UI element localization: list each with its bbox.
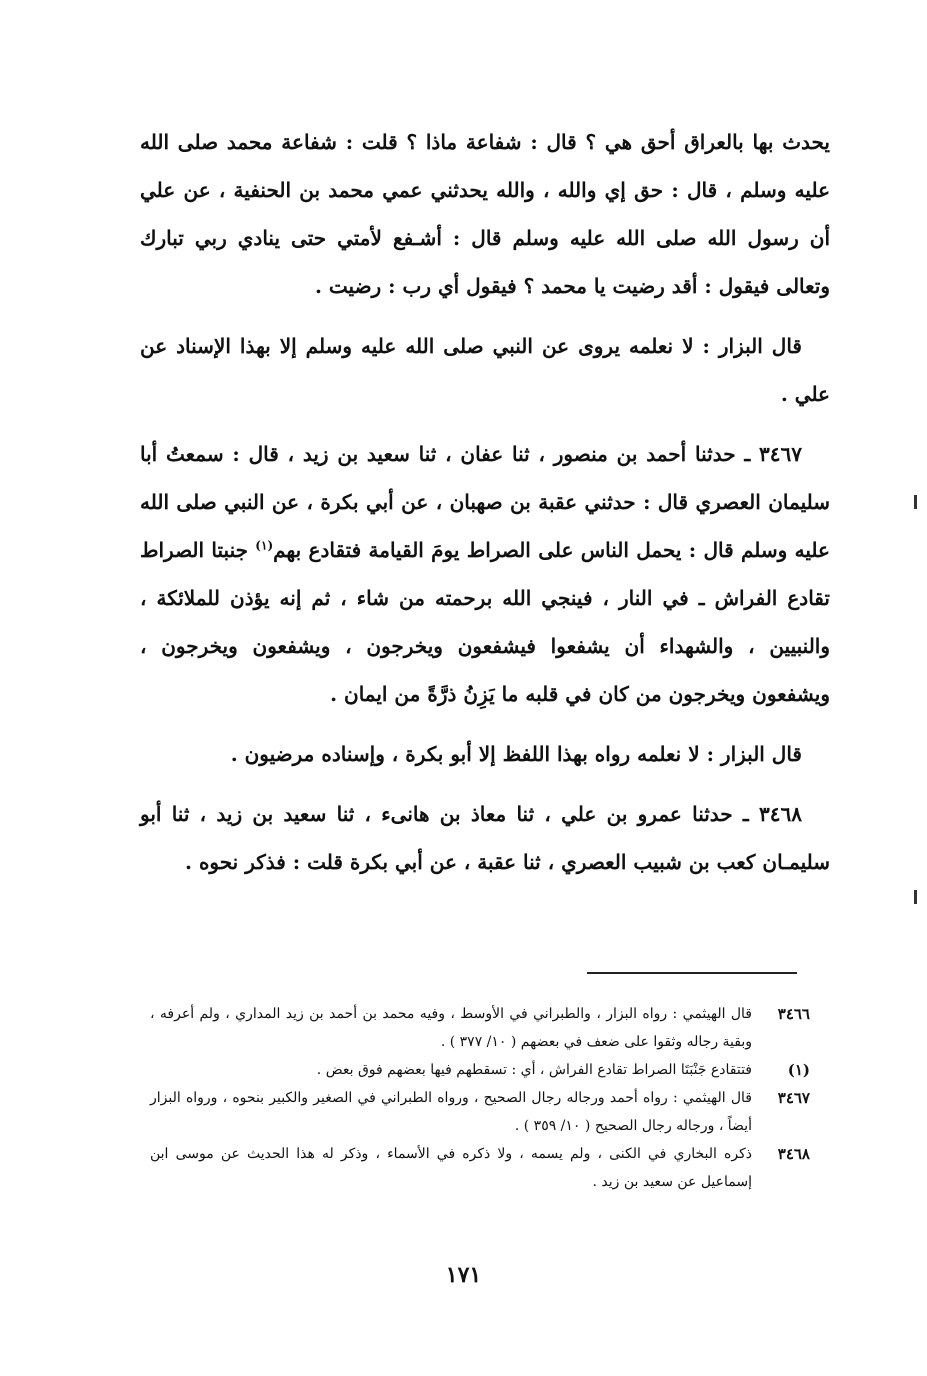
footnote-text: فتتقادع جَنْبَتَا الصراط تقادع الفراش ، أي : تسقطهم فيها بعضهم فوق بعض . <box>316 1062 752 1078</box>
footnote-number: ٣٤٦٦ <box>777 1005 810 1023</box>
paragraph-1: يحدث بها بالعراق أحق هي ؟ قال : شفاعة ماذا ؟ قلت : شفاعة محمد صلى الله عليه وسلم ، قال : حق إي والله ، والله يحدثني عمي محمد بن الحنفية ، عن علي أن رسول الله صلى الله عليه وسلم قال : أشـفع لأمتي حتى ينادي ربي تبارك وتعالى فيقول : أقد رضيت يا محمد ؟ فيقول أي رب : رضيت . <box>140 130 830 298</box>
footnote-item <box>150 1140 810 1196</box>
footnote-number: ٣٤٦٧ <box>777 1089 810 1107</box>
hadith-number: ٣٤٦٧ <box>759 442 802 466</box>
footnote-number: (١) <box>787 1061 810 1079</box>
hadith-text-part-1: ـ حدثنا أحمد بن منصور ، ثنا عفان ، ثنا سعيد بن زيد ، قال : سمعتُ أبا سليمان العصري قال : حدثني عقبة بن صهبان ، عن أبي بكرة ، عن النبي صلى الله عليه وسلم قال : يحمل الناس على الصراط يومَ القيامة فتقادع بهم <box>140 442 830 562</box>
hadith-3468 <box>140 790 830 886</box>
footnote-marker: (١) <box>255 538 274 553</box>
footnote-item <box>150 1084 810 1140</box>
footnote-divider <box>587 972 797 974</box>
main-text <box>140 118 830 886</box>
footnote-text: ذكره البخاري في الكنى ، ولم يسمه ، ولا ذكره في الأسماء ، وذكر له هذا الحديث عن موسى ابن إسماعيل عن سعيد بن زيد . <box>150 1146 752 1190</box>
hadith-text-part-2: جنبتا الصراط تقادع الفراش ـ في النار ، فينجي الله برحمته من شاء ، ثم إنه يؤذن للملائكة ، والنبيين ، والشهداء أن يشفعوا فيشفعون ويخرجون ، ويشفعون ويخرجون ، ويشفعون ويخرجون من كان في قلبه ما يَزِنُ ذرَّةً من ايمان . <box>140 538 830 706</box>
scan-mark <box>914 890 917 904</box>
hadith-number: ٣٤٦٨ <box>759 802 802 826</box>
footnotes <box>150 1000 810 1196</box>
hadith-text: ـ حدثنا عمرو بن علي ، ثنا معاذ بن هانىء ، ثنا سعيد بن زيد ، ثنا أبو سليمـان كعب بن شبيب العصري ، ثنا عقبة ، عن أبي بكرة قلت : فذكر نحوه . <box>140 802 830 874</box>
page-number: ١٧١ <box>445 1262 482 1288</box>
footnote-number: ٣٤٦٨ <box>777 1145 810 1163</box>
paragraph-2: قال البزار : لا نعلمه يروى عن النبي صلى الله عليه وسلم إلا بهذا الإسناد عن علي . <box>140 334 830 406</box>
footnote-item <box>150 1000 810 1056</box>
footnote-item <box>150 1056 810 1084</box>
footnote-text: قال الهيثمي : رواه البزار ، والطبراني في الأوسط ، وفيه محمد بن أحمد بن زيد المداري ، ولم أعرفه ، وبقية رجاله وثقوا على ضعف في بعضهم ( ١٠/ ٣٧٧ ) . <box>150 1006 752 1050</box>
footnote-text: قال الهيثمي : رواه أحمد ورجاله رجال الصحيح ، ورواه الطبراني في الصغير والكبير بنحوه ، ورواه البزار أيضاً ، ورجاله رجال الصحيح ( ١٠/ ٣٥٩ ) . <box>150 1090 752 1134</box>
scan-mark <box>914 495 917 509</box>
paragraph-4: قال البزار : لا نعلمه رواه بهذا اللفظ إلا أبو بكرة ، وإسناده مرضيون . <box>230 742 802 766</box>
hadith-3467 <box>140 430 830 718</box>
